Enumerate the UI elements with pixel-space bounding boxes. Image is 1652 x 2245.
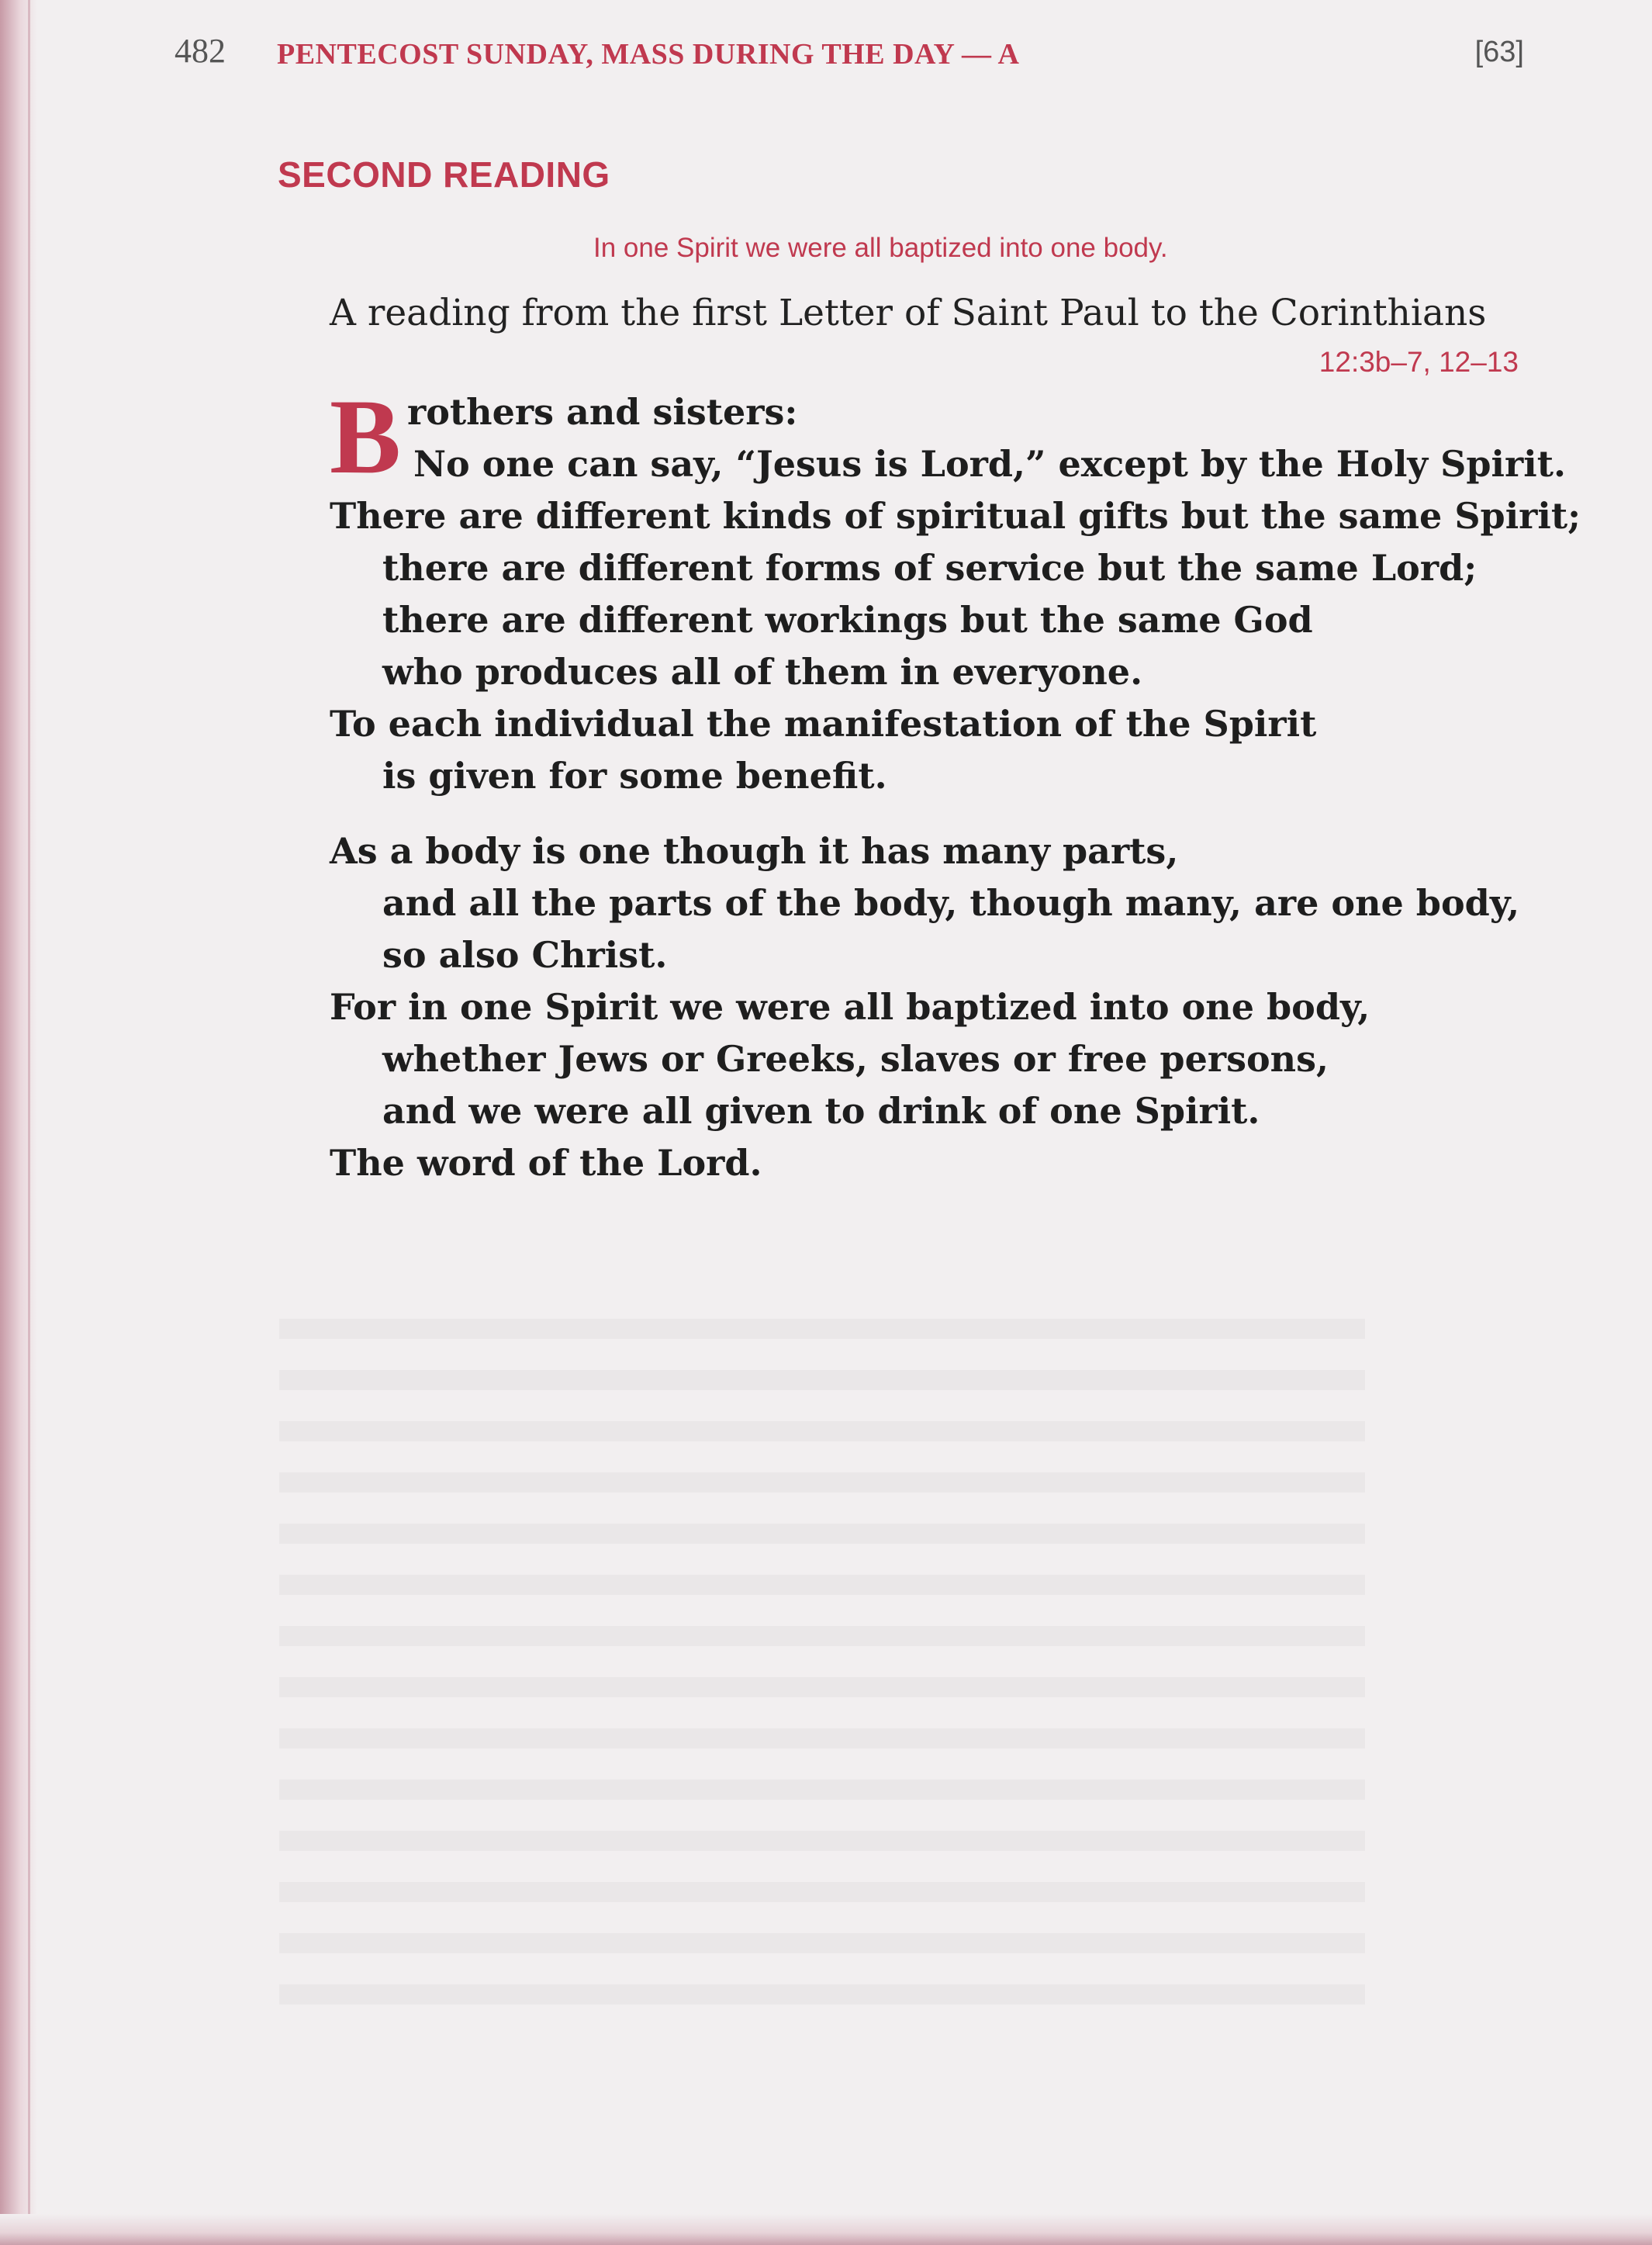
running-head — [175, 31, 1524, 85]
reading-line: who produces all of them in everyone. — [382, 651, 1143, 693]
reading-line: so also Christ. — [382, 934, 668, 976]
section-title: SECOND READING — [278, 154, 610, 195]
scripture-citation: 12:3b–7, 12–13 — [1318, 346, 1519, 378]
reading-line: As a body is one though it has many parts, — [330, 830, 1179, 872]
reading-line: No one can say, “Jesus is Lord,” except by the Holy Spirit. — [413, 443, 1566, 485]
page-number: 482 — [175, 32, 226, 70]
section-reference: [63] — [1474, 36, 1524, 68]
reading-line: and we were all given to drink of one Spirit. — [382, 1090, 1260, 1132]
reading-line: To each individual the manifestation of the Spirit — [330, 703, 1317, 745]
gutter-line — [28, 0, 30, 2245]
show-through-texture — [279, 1319, 1365, 2017]
drop-cap: B — [330, 377, 402, 496]
reading-theme: In one Spirit we were all baptized into one body. — [593, 233, 1168, 263]
reading-line: There are different kinds of spiritual gifts but the same Spirit; — [330, 495, 1581, 537]
reading-body — [330, 377, 1581, 1189]
reading-announcement: A reading from the first Letter of Saint Paul to the Corinthians — [330, 292, 1487, 334]
opening-block — [330, 377, 1566, 496]
stanza-break — [330, 802, 1540, 825]
reading-line: there are different workings but the same God — [382, 599, 1313, 641]
reading-line: is given for some benefit. — [382, 755, 887, 797]
running-title: PENTECOST SUNDAY, MASS DURING THE DAY — A — [277, 38, 1020, 71]
reading-line: there are different forms of service but the same Lord; — [382, 547, 1477, 589]
page-edge — [0, 0, 37, 2245]
reading-line: whether Jews or Greeks, slaves or free persons, — [382, 1038, 1329, 1080]
bottom-page-edge — [0, 2214, 1652, 2245]
reading-line: For in one Spirit we were all baptized into one body, — [330, 986, 1370, 1028]
reading-line: rothers and sisters: — [407, 391, 798, 433]
reading-line: and all the parts of the body, though many, are one body, — [382, 882, 1520, 924]
closing-acclamation: The word of the Lord. — [330, 1142, 762, 1184]
